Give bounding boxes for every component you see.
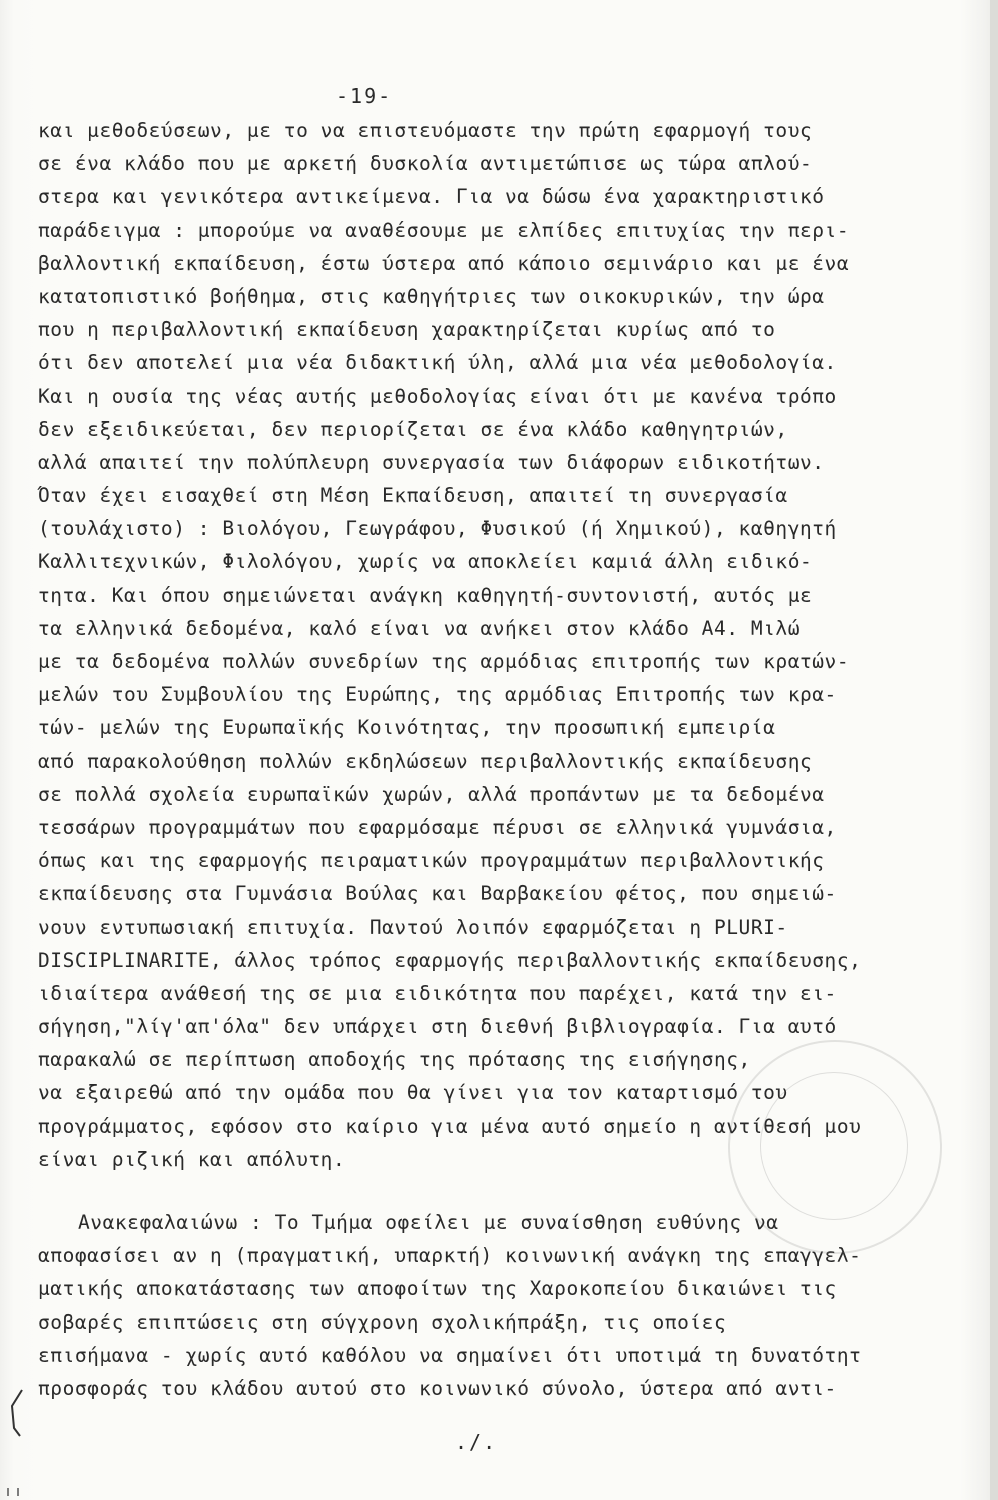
text-line: δεν εξειδικεύεται, δεν περιορίζεται σε ένα κλάδο καθηγητριών, (38, 417, 788, 441)
page-edge (990, 0, 998, 1500)
text-line: Και η ουσία της νέας αυτής μεθοδολογίας είναι ότι με κανένα τρόπο (38, 384, 837, 408)
text-line: (τουλάχιστο) : Βιολόγου, Γεωγράφου, Φυσικού (ή Χημικού), καθηγητή (38, 517, 837, 541)
text-line: τητα. Και όπου σημειώνεται ανάγκη καθηγητή-συντονιστή, αυτός με (38, 583, 813, 607)
text-line: σοβαρές επιπτώσεις στη σύγχρονη σχολικήπράξη, τις οποίες (38, 1310, 727, 1334)
stamp-inner-ring (760, 1072, 908, 1220)
text-line: όπως και της εφαρμογής πειραματικών προγραμμάτων περιβαλλοντικής (38, 849, 825, 873)
text-line: Ανακεφαλαιώνω : Το Τμήμα οφείλει με συναίσθηση ευθύνης να (78, 1211, 779, 1234)
text-line: σήγηση,"λίγ'απ'όλα" δεν υπάρχει στη διεθνή βιβλιογραφία. Για αυτό (38, 1015, 837, 1039)
text-line: ότι δεν αποτελεί μια νέα διδακτική ύλη, αλλά μια νέα μεθοδολογία. (38, 351, 837, 375)
text-line: κατατοπιστικό βοήθημα, στις καθηγήτριες των οικοκυρικών, την ώρα (38, 284, 825, 308)
text-line: που η περιβαλλοντική εκπαίδευση χαρακτηρίζεται κυρίως από το (38, 318, 776, 342)
text-line: και μεθοδεύσεων, με το να επιστευόμαστε την πρώτη εφαρμογή τους (38, 119, 813, 142)
text-line: νουν εντυπωσιακή επιτυχία. Παντού λοιπόν εφαρμόζεται η PLURI- (38, 915, 788, 939)
text-line: μελών του Συμβουλίου της Ευρώπης, της αρμόδιας Επιτροπής των κρα- (38, 683, 837, 707)
text-line: αλλά απαιτεί την πολύπλευρη συνεργασία των διάφορων ειδικοτήτων. (38, 450, 825, 474)
text-line: Όταν έχει εισαχθεί στη Μέση Εκπαίδευση, απαιτεί τη συνεργασία (38, 484, 788, 508)
continuation-mark: ./. (455, 1430, 498, 1454)
text-line: σε πολλά σχολεία ευρωπαϊκών χωρών, αλλά προπάντων με τα δεδομένα (38, 782, 825, 806)
text-line: εκπαίδευσης στα Γυμνάσια Βούλας και Βαρβακείου φέτος, που σημειώ- (38, 882, 837, 906)
text-line: βαλλοντική εκπαίδευση, έστω ύστερα από κάποιο σεμινάριο και με ένα (38, 251, 850, 275)
text-line: ιδιαίτερα ανάθεσή της σε μια ειδικότητα που παρέχει, κατά την ει- (38, 981, 837, 1005)
text-line: προγράμματος, εφόσον στο καίριο για μένα αυτό σημείο η αντίθεσή μου (38, 1114, 862, 1138)
text-line: είναι ριζική και απόλυτη. (38, 1147, 346, 1171)
text-line: με τα δεδομένα πολλών συνεδρίων της αρμόδιας επιτροπής των κρατών- (38, 650, 850, 673)
text-line: παράδειγμα : μπορούμε να αναθέσουμε με ελπίδες επιτυχίας την περι- (38, 218, 850, 242)
faded-stamp (728, 1040, 942, 1254)
text-line: τεσσάρων προγραμμάτων που εφαρμόσαμε πέρυσι σε ελληνικά γυμνάσια, (38, 815, 837, 839)
text-line: DISCIPLINARITE, άλλος τρόπος εφαρμογής περιβαλλοντικής εκπαίδευσης, (38, 948, 862, 972)
text-line: προσφοράς του κλάδου αυτού στο κοινωνικό σύνολο, ύστερα από αντι- (38, 1376, 837, 1400)
page-number: -19- (336, 84, 393, 108)
text-line: τα ελληνικά δεδομένα, καλό είναι να ανήκει στον κλάδο Α4. Μιλώ (38, 616, 800, 640)
text-line: παρακαλώ σε περίπτωση αποδοχής της πρότασης της εισήγησης, (38, 1048, 751, 1072)
text-line: ματικής αποκατάστασης των αποφοίτων της Χαροκοπείου δικαιώνει τις (38, 1277, 837, 1301)
text-line: Καλλιτεχνικών, Φιλολόγου, χωρίς να αποκλείει καμιά άλλη ειδικό- (38, 550, 813, 574)
text-line: να εξαιρεθώ από την ομάδα που θα γίνει για τον καταρτισμό του (38, 1081, 788, 1105)
text-line: στερα και γενικότερα αντικείμενα. Για να δώσω ένα χαρακτηριστικό (38, 185, 825, 209)
text-line: από παρακολούθηση πολλών εκδηλώσεων περιβαλλοντικής εκπαίδευσης (38, 749, 813, 773)
handwritten-margin-mark (2, 1388, 32, 1498)
text-line: σε ένα κλάδο που με αρκετή δυσκολία αντιμετώπισε ως τώρα απλού- (38, 152, 813, 176)
text-line: αποφασίσει αν η (πραγματική, υπαρκτή) κοινωνική ανάγκη της επαγγελ- (38, 1244, 862, 1268)
text-line: επισήμανα - χωρίς αυτό καθόλου να σημαίνει ότι υποτιμά τη δυνατότητ (38, 1343, 862, 1367)
text-line: τών- μελών της Ευρωπαϊκής Κοινότητας, την προσωπική εμπειρία (38, 716, 776, 740)
